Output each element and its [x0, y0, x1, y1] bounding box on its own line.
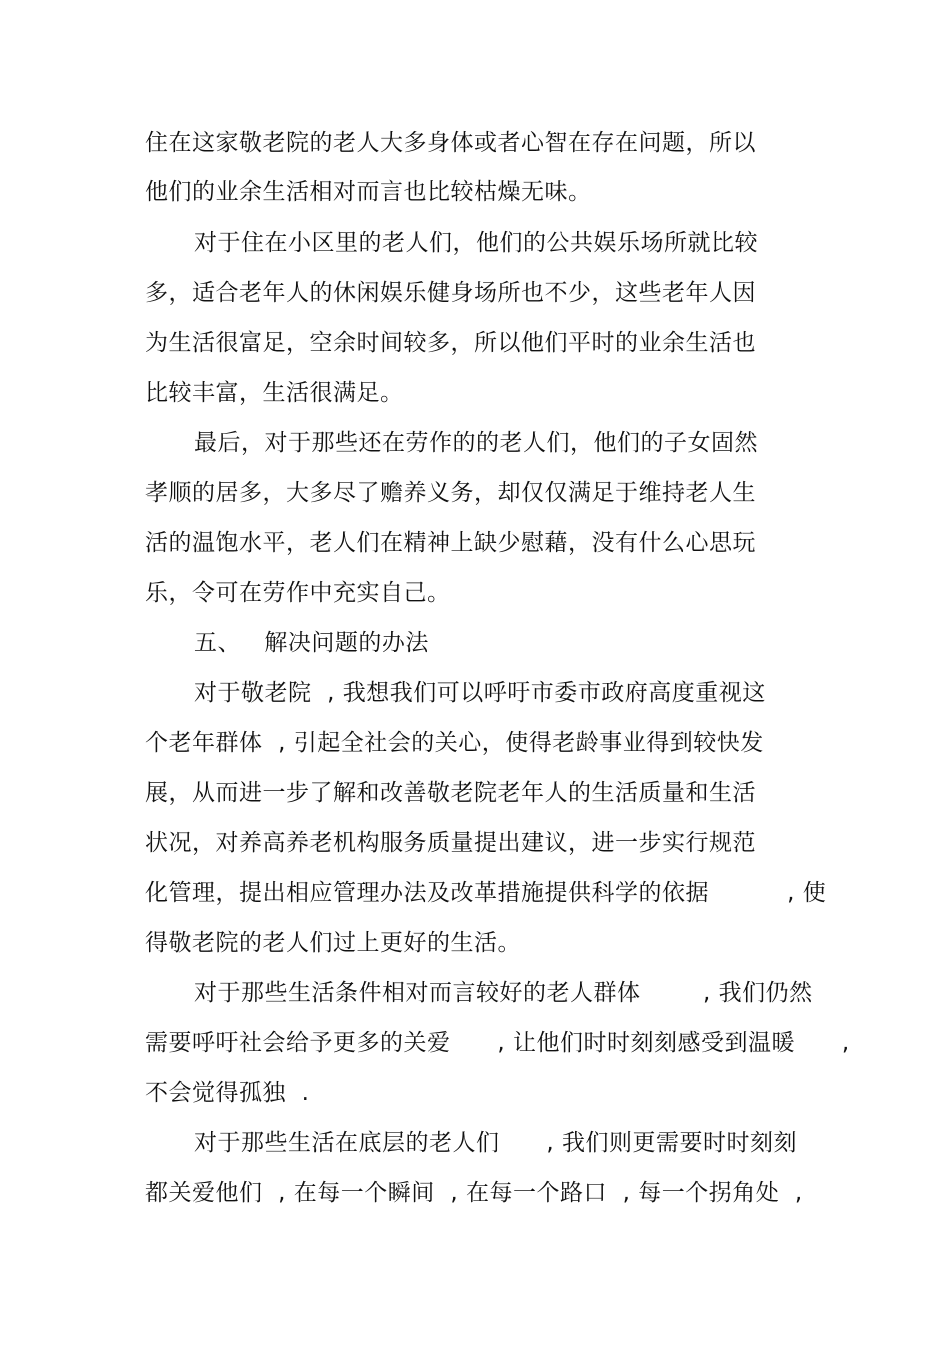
text-line: 展，从而进一步了解和改善敬老院老年人的生活质量和生活: [145, 780, 756, 806]
text-line: 活的温饱水平，老人们在精神上缺少慰藉，没有什么心思玩: [145, 530, 756, 556]
text-line: 多，适合老年人的休闲娱乐健身场所也不少，这些老年人因: [145, 280, 756, 306]
text-line: 住在这家敬老院的老人大多身体或者心智在存在问题，所以: [145, 130, 756, 156]
text-line: 得敬老院的老人们过上更好的生活。: [145, 930, 521, 956]
text-line: 需要呼吁社会给予更多的关爱 , 让他们时时刻刻感受到温暖 ,: [145, 1030, 850, 1056]
text-line: 对于那些生活条件相对而言较好的老人群体 , 我们仍然: [194, 980, 813, 1006]
text-line: 不会觉得孤独 .: [145, 1080, 310, 1106]
text-line: 对于敬老院 , 我想我们可以呼吁市委市政府高度重视这: [194, 680, 766, 706]
text-line: 乐，令可在劳作中充实自己。: [145, 580, 451, 606]
text-line: 对于住在小区里的老人们，他们的公共娱乐场所就比较: [194, 230, 758, 256]
text-line: 他们的业余生活相对而言也比较枯燥无味。: [145, 179, 592, 205]
text-line: 状况，对养高养老机构服务质量提出建议，进一步实行规范: [145, 830, 756, 856]
text-line: 都关爱他们 , 在每一个瞬间 , 在每一个路口 , 每一个拐角处 ,: [145, 1180, 803, 1206]
text-line: 比较丰富，生活很满足。: [145, 380, 404, 406]
text-line: 个老年群体 , 引起全社会的关心，使得老龄事业得到较快发: [145, 730, 764, 756]
text-line: 为生活很富足，空余时间较多，所以他们平时的业余生活也: [145, 330, 756, 356]
text-line: 孝顺的居多，大多尽了赡养义务，却仅仅满足于维持老人生: [145, 480, 756, 506]
text-line: 对于那些生活在底层的老人们 , 我们则更需要时时刻刻: [194, 1130, 797, 1156]
text-line: 化管理，提出相应管理办法及改革措施提供科学的依据 , 使: [145, 880, 827, 906]
text-line: 最后，对于那些还在劳作的的老人们，他们的子女固然: [194, 430, 758, 456]
section-heading: 五、 解决问题的办法: [194, 630, 429, 656]
